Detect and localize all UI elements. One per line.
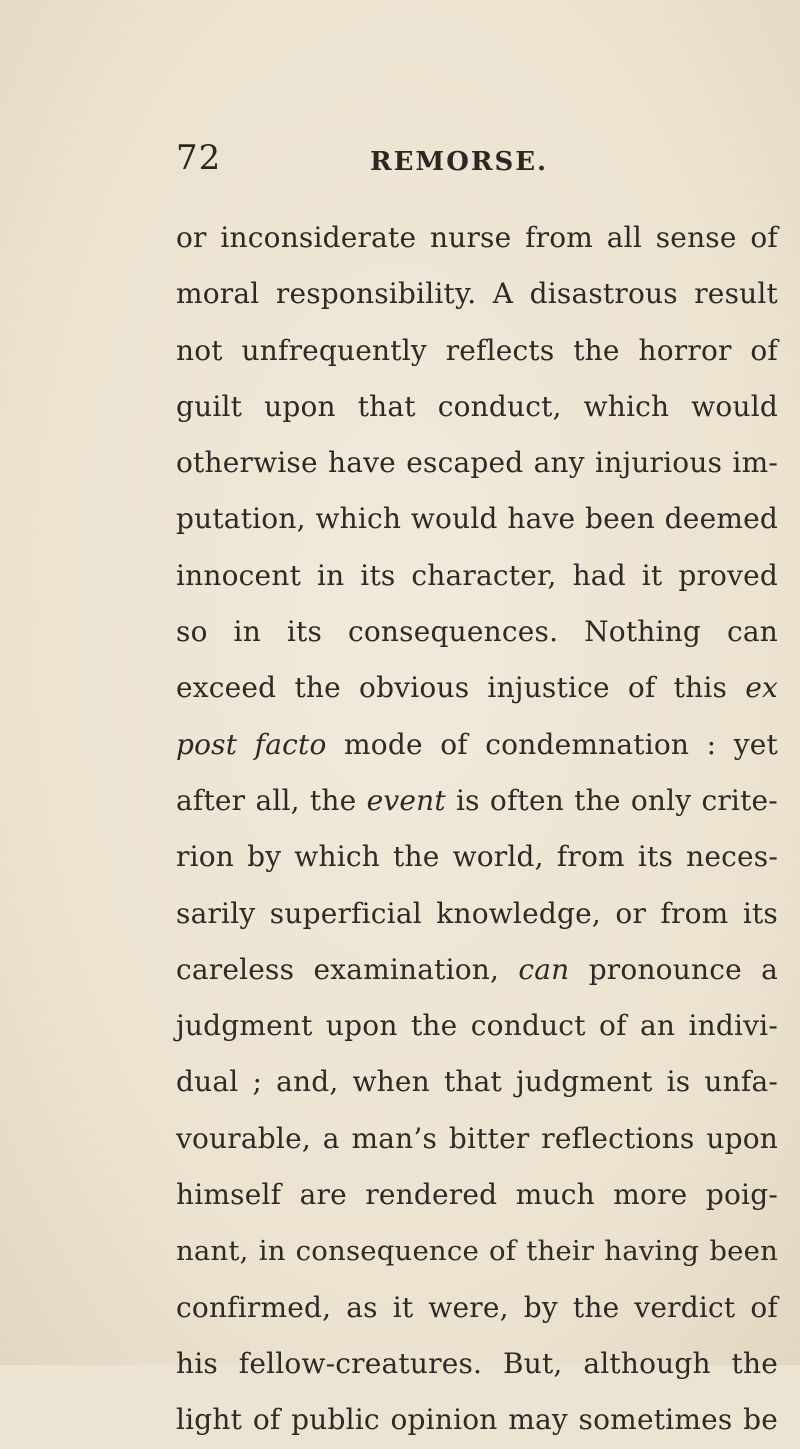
text-line: rion by which the world, from its neces-	[176, 840, 778, 874]
text-line: sarily superficial knowledge, or from its	[176, 896, 778, 930]
text-segment: pronounce a	[588, 952, 779, 986]
text-line	[176, 773, 778, 829]
running-head	[176, 138, 796, 188]
text-line: so in its consequences. Nothing can	[176, 615, 778, 649]
running-title: REMORSE.	[370, 147, 549, 177]
text-line: putation, which would have been deemed	[176, 502, 778, 536]
italic-text: can	[518, 952, 570, 986]
text-line: or inconsiderate nurse from all sense of	[176, 221, 778, 254]
text-segment: exceed the obvious injustice of this	[176, 671, 728, 705]
text-line: otherwise have escaped any injurious im-	[176, 446, 778, 480]
text-line: confirmed, as it were, by the verdict of	[176, 1290, 778, 1324]
text-line	[176, 717, 778, 773]
text-line: moral responsibility. A disastrous result	[176, 277, 778, 311]
text-line: vourable, a man’s bitter reflections upon	[176, 1121, 778, 1155]
italic-text: ex	[745, 671, 778, 705]
text-segment: careless examination,	[176, 952, 500, 986]
text-line	[176, 942, 778, 998]
text-line: light of public opinion may sometimes be	[176, 1403, 778, 1437]
text-segment: after all, the	[176, 783, 357, 817]
text-line: innocent in its character, had it proved	[176, 558, 778, 592]
text-line: guilt upon that conduct, which would	[176, 389, 778, 423]
text-line: himself are rendered much more poig-	[176, 1178, 778, 1212]
text-line: judgment upon the conduct of an indivi-	[176, 1009, 778, 1043]
body-text	[176, 210, 778, 1449]
italic-text: event	[366, 783, 446, 817]
text-segment: is often the only crite-	[456, 783, 778, 817]
italic-text: post facto	[176, 727, 327, 761]
text-segment: mode of condemnation : yet	[344, 727, 778, 761]
text-line: not unfrequently reflects the horror of	[176, 333, 778, 367]
text-line: nant, in consequence of their having been	[176, 1235, 778, 1268]
text-line: his fellow-creatures. But, although the	[176, 1346, 778, 1380]
page-number: 72	[176, 138, 222, 178]
text-line: dual ; and, when that judgment is unfa-	[176, 1065, 778, 1099]
text-line	[176, 660, 778, 716]
